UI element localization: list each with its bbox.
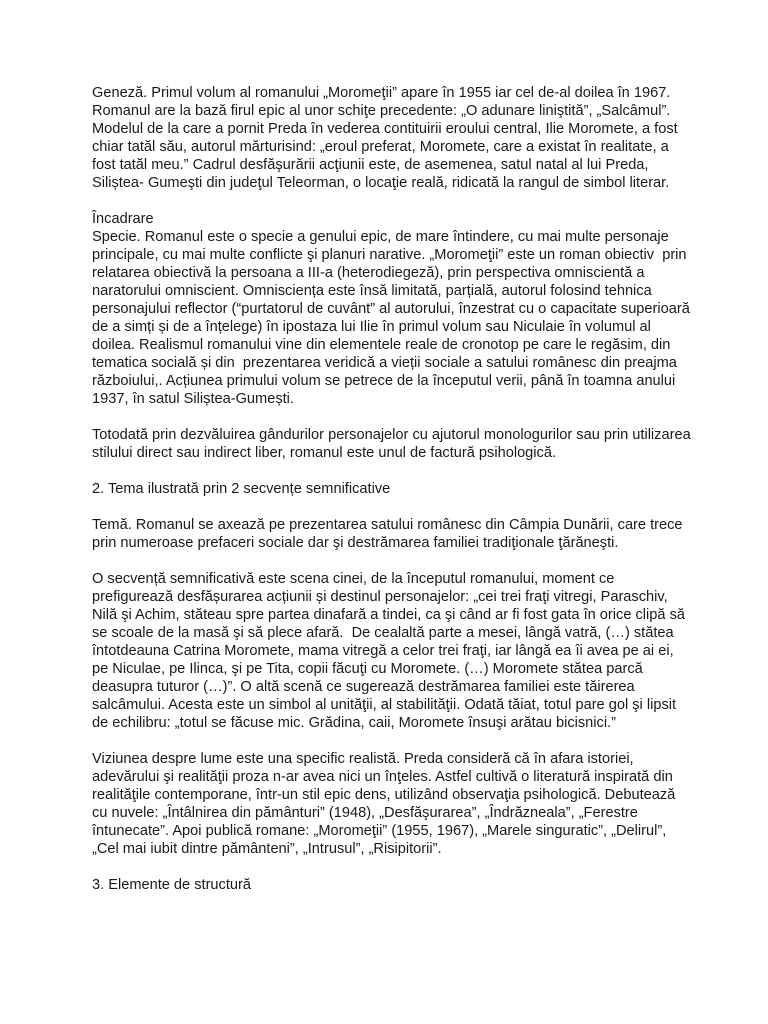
- paragraph-specie: Specie. Romanul este o specie a genului epic, de mare întindere, cu mai multe personaje principale, cu mai multe conflicte şi planuri narative. „Moromeţii” este un roman obiectiv prin relatarea obiectivă la persoana a III-a (heterodiegeză), prin perspectiva omniscientă a naratorului omniscient. Omnisciența este însă limitată, parțială, autorul folosind tehnica personajului reflector (“purtatorul de cuvânt” al autorului, înzestrat cu o capacitate superioară de a simți și de a înțelege) în ipostaza lui Ilie în primul volum sau Niculaie în volumul al doilea. Realismul romanului vine din elementele reale de cronotop pe care le regăsim, din tematica socială și din prezentarea veridică a vieții sociale a satului românesc din preajma războiului,. Acțiunea primului volum se petrece de la începutul verii, până în toamna anului 1937, în satul Siliștea-Gumești.: [92, 229, 694, 407]
- heading-incadrare: Încadrare: [92, 211, 154, 227]
- heading-section-2: 2. Tema ilustrată prin 2 secvențe semnificative: [92, 481, 391, 497]
- paragraph-psihologic: Totodată prin dezvăluirea gândurilor personajelor cu ajutorul monologurilor sau prin utilizarea stilului direct sau indirect liber, romanul este unul de factură psihologică.: [92, 427, 695, 461]
- paragraph-tema: Temă. Romanul se axează pe prezentarea satului românesc din Câmpia Dunării, care trece prin numeroase prefaceri sociale dar şi destrămarea familiei tradiţionale ţărăneşti.: [92, 517, 687, 551]
- paragraph-viziune: Viziunea despre lume este una specific realistă. Preda consideră că în afara istoriei, adevărului şi realităţii proza n-ar avea nici un înţeles. Astfel cultivă o literatură inspirată din realităţile contemporane, într-un stil epic dens, utilizând observaţia psihologică. Debutează cu nuvele: „Întâlnirea din pământuri” (1948), „Desfăşurarea”, „Îndrăzneala”, „Ferestre întunecate”. Apoi publică romane: „Moromeţii” (1955, 1967), „Marele singuratic”, „Delirul”, „Cel mai iubit dintre pământeni”, „Intrusul”, „Risipitorii”.: [92, 751, 680, 857]
- section-incadrare: [92, 210, 692, 408]
- paragraph-geneza: Geneză. Primul volum al romanului „Moromeţii” apare în 1955 iar cel de-al doilea în 1967. Romanul are la bază firul epic al unor schiţe precedente: „O adunare liniştită”, „Salcâmul”. Modelul de la care a pornit Preda în vederea contituirii eroului central, Ilie Moromete, a fost chiar tatăl său, autorul mărturisind: „eroul preferat, Moromete, care a existat în realitate, a fost tatăl meu.” Cadrul desfăşurării acţiunii este, de asemenea, satul natal al lui Preda, Siliștea- Gumeşti din judeţul Teleorman, o locaţie reală, ridicată la rangul de simbol literar.: [92, 85, 682, 191]
- paragraph-secventa: O secvență semnificativă este scena cinei, de la începutul romanului, moment ce prefigurează desfășurarea acțiunii și destinul personajelor: „cei trei fraţi vitregi, Paraschiv, Nilă şi Achim, stăteau spre partea dinafară a tindei, ca şi când ar fi fost gata în orice clipă să se scoale de la masă şi să plece afară. De cealaltă parte a mesei, lângă vatră, (…) stătea întotdeauna Catrina Moromete, mama vitregă a celor trei fraţi, iar lângă ea îi avea pe ai ei, pe Niculae, pe Ilinca, şi pe Tita, copii făcuţi cu Moromete. (…) Moromete stătea parcă deasupra tuturor (…)”. O altă scenă ce sugerează destrămarea familiei este tăirerea salcâmului. Acesta este un simbol al unităţii, al stabilităţii. Odată tăiat, totul pare gol şi lipsit de echilibru: „totul se făcuse mic. Grădina, caii, Moromete însuşi arătau bicisnici.”: [92, 571, 690, 731]
- heading-section-3: 3. Elemente de structură: [92, 877, 251, 893]
- document-page: [92, 84, 695, 912]
